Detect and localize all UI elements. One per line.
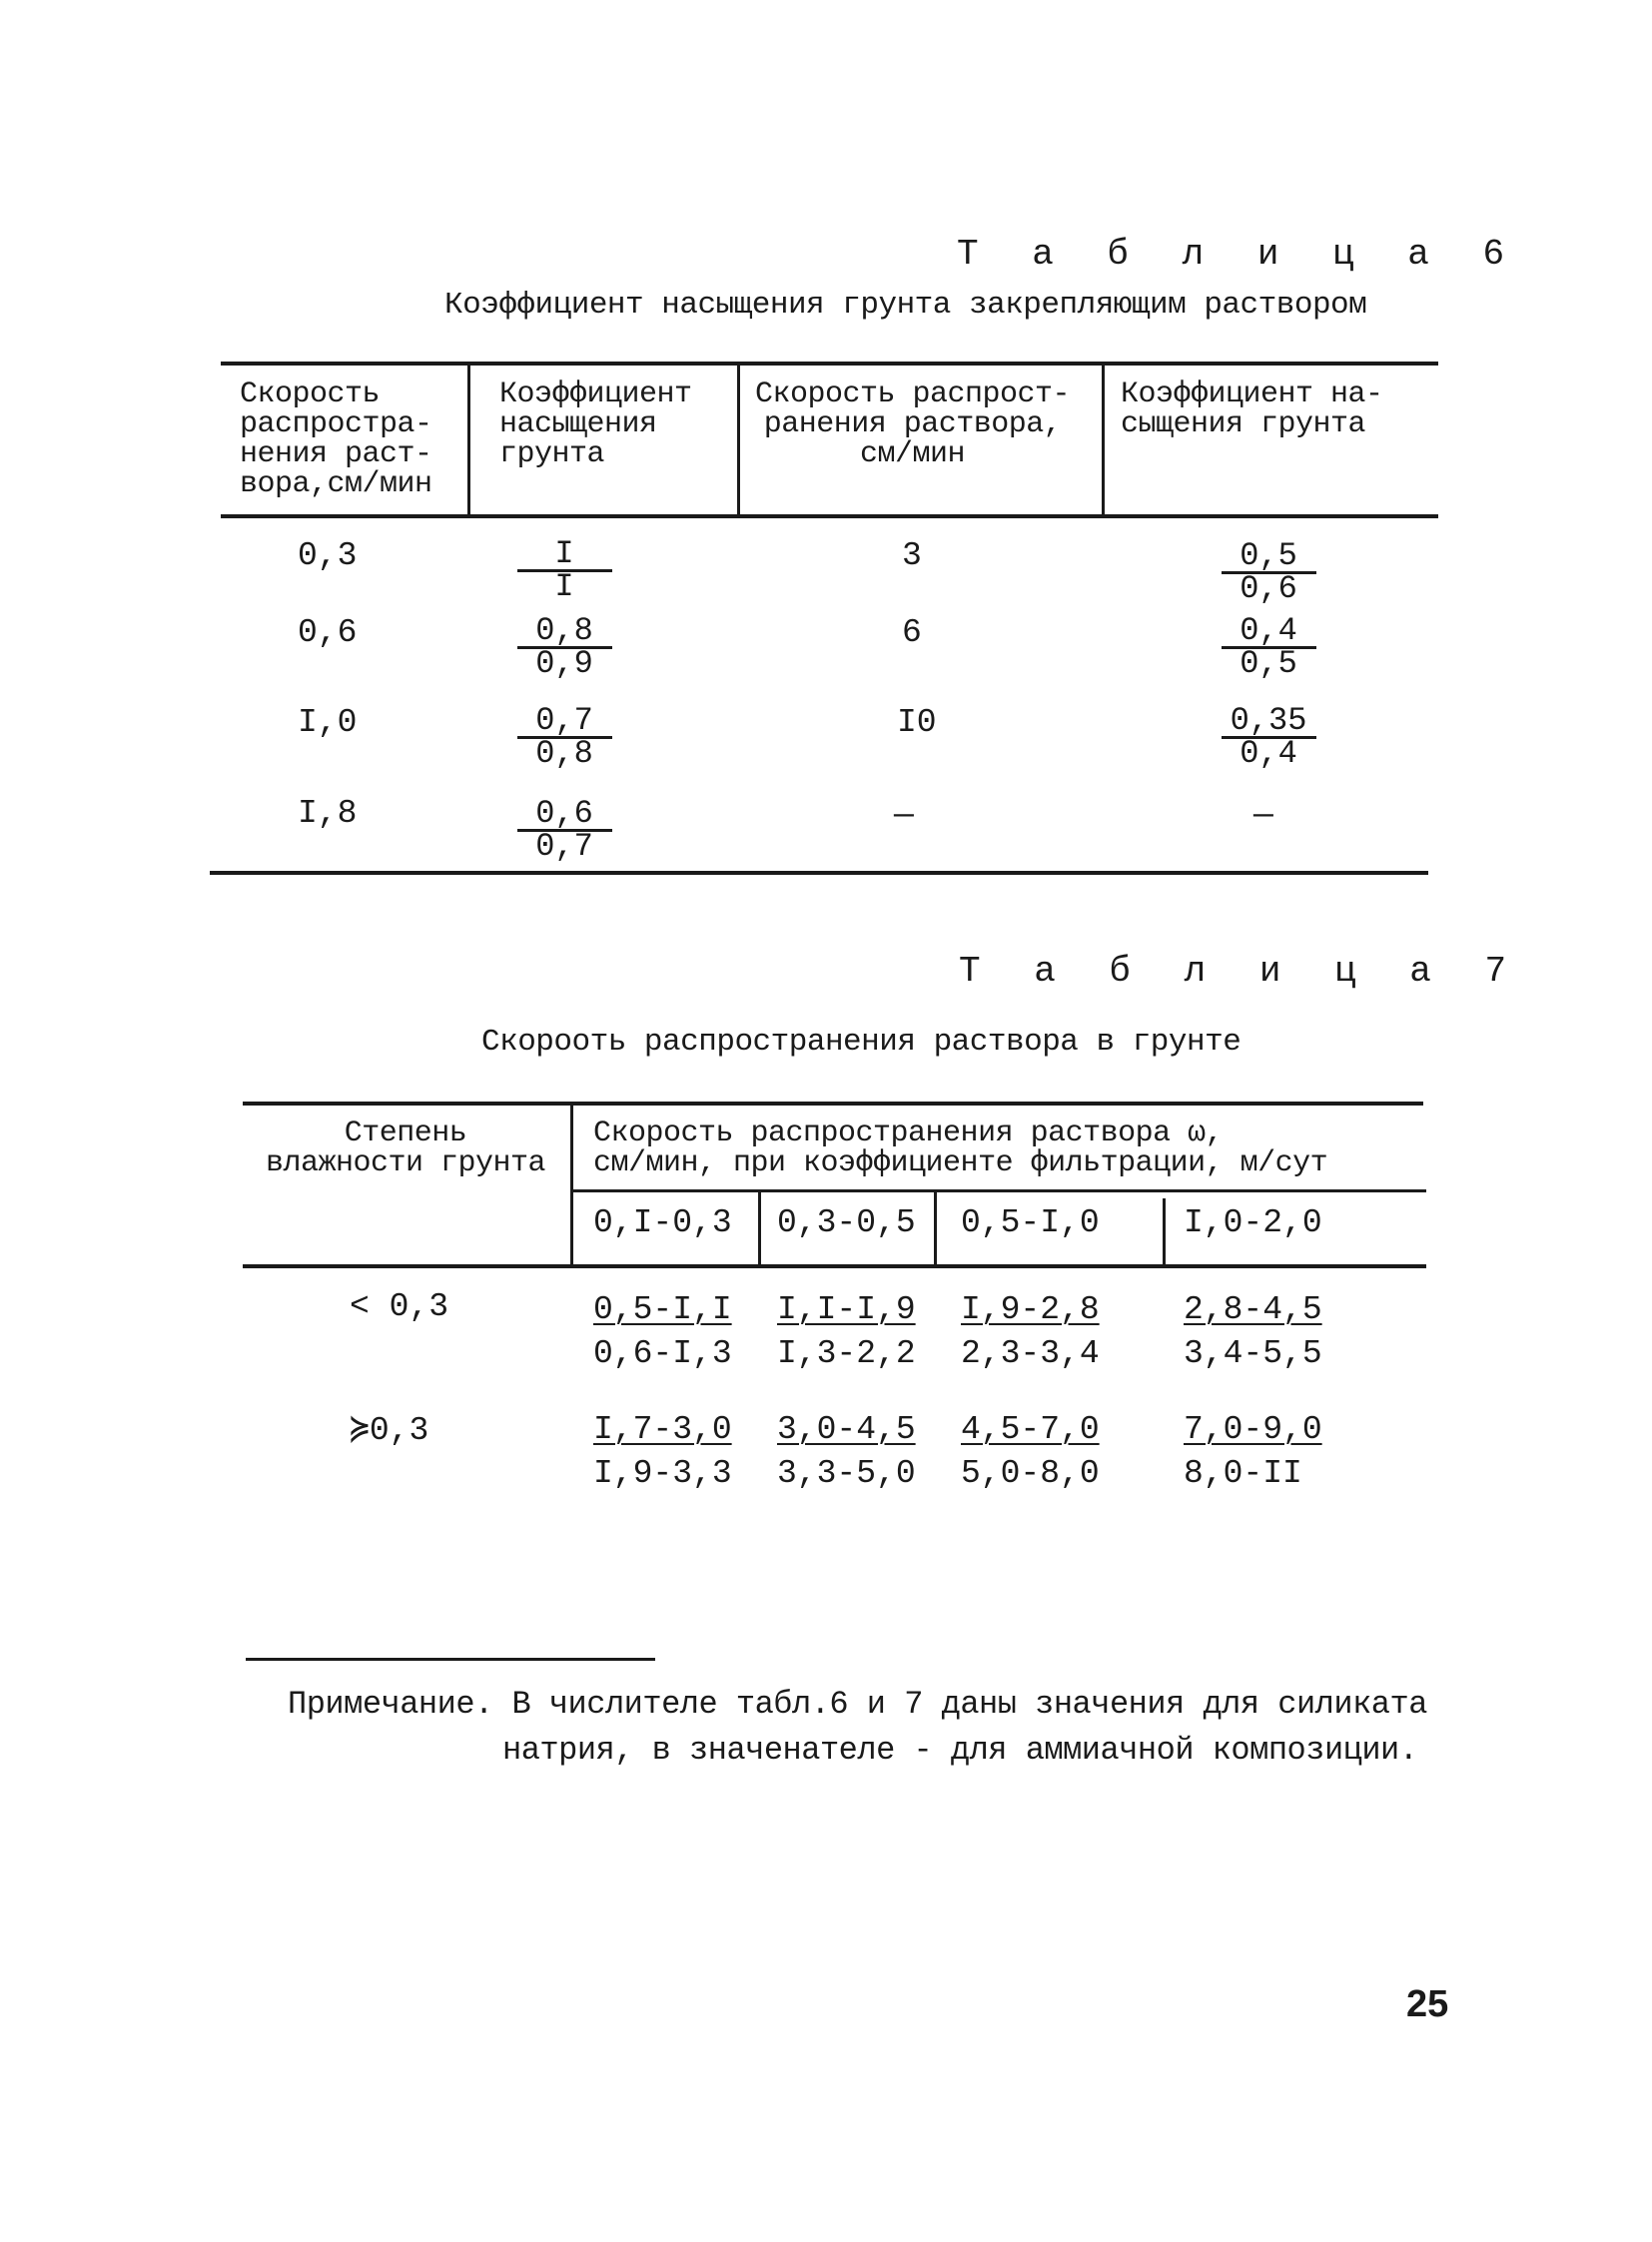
table7-value-pair [961,1288,1100,1376]
denominator: I,3-2,2 [777,1335,916,1372]
denominator: 0,6 [1222,571,1316,604]
denominator: 0,8 [517,736,612,769]
table7-caption: Т а б л и ц а 7 [959,951,1523,992]
table7-subheader: I,0-2,0 [1184,1204,1322,1241]
table6-header-coef2: Коэффициент на- сыщения грунта [1121,377,1383,441]
page-number: 25 [1406,1983,1449,2025]
numerator: I [554,535,574,572]
table6-header-coef: Коэффициент насыщения грунта [499,377,692,471]
denominator: I,9-3,3 [593,1455,732,1492]
note-line1: Примечание. В числителе табл.6 и 7 даны значения для силиката [288,1686,1427,1723]
numerator: 0,5-I,I [593,1291,732,1328]
table7-value-pair [777,1408,916,1496]
table7-humidity: < 0,3 [350,1288,449,1325]
table6-speed: I,0 [298,704,358,741]
table6-coef-fraction [509,535,619,605]
numerator: 0,6 [535,795,593,832]
table6-col-divider [467,364,470,515]
table6-col-divider [1102,364,1105,515]
footnote-rule [246,1658,655,1661]
denominator: 8,0-II [1184,1455,1302,1492]
denominator: 0,6-I,3 [593,1335,732,1372]
table6-coef-fraction [509,702,619,772]
table7-header-humidity: Степень влажности грунта [265,1117,546,1180]
table7-header-speed-line1: Скорость распространения раствора ω, [593,1117,1224,1150]
numerator: 0,7 [535,702,593,739]
table6-header-rule [221,514,1438,518]
table6-speed2: 3 [902,537,922,574]
table6-speed2: 6 [902,614,922,651]
table7-value-pair [593,1288,732,1376]
numerator: I,7-3,0 [593,1411,732,1448]
table6-coef-fraction [509,612,619,682]
table6-speed: 0,3 [298,537,358,574]
table7-humidity: ≽0,3 [350,1412,429,1449]
table6-header-speed: Скорость распростра- нения раст- вора,см/мин [240,377,432,501]
table7-subheader: 0,3-0,5 [777,1204,916,1241]
table6-top-rule [221,362,1438,366]
table7-col-divider [934,1190,937,1266]
table7-col-divider [570,1104,573,1266]
denominator: 0,7 [517,829,612,862]
numerator: 0,8 [535,612,593,649]
numerator: 0,35 [1230,702,1307,739]
table7-subheader-rule [570,1189,1426,1192]
denominator: 0,9 [517,646,612,679]
numerator: 0,5 [1239,537,1297,574]
table6-coef2-fraction [1214,702,1323,772]
denominator: 3,4-5,5 [1184,1335,1322,1372]
table7-header-speed-line2: см/мин, при коэффициенте фильтрации, м/сут [593,1146,1328,1180]
table7-col-divider [758,1190,761,1266]
table7-title: Скорооть распространения раствора в грунте [481,1025,1241,1060]
table7-value-pair [593,1408,732,1496]
table7-value-pair [777,1288,916,1376]
table7-value-pair [1184,1408,1322,1496]
denominator: I [517,569,612,602]
denominator: 5,0-8,0 [961,1455,1100,1492]
numerator: I,9-2,8 [961,1291,1100,1328]
denominator: 0,5 [1222,646,1316,679]
table6-speed: 0,6 [298,614,358,651]
table7-header-rule [243,1264,1426,1268]
table7-top-rule [243,1102,1423,1106]
note-line2: натрия, в значенателе - для аммиачной композиции. [502,1732,1418,1769]
table6-coef2: — [1253,797,1273,834]
numerator: 4,5-7,0 [961,1411,1100,1448]
numerator: 7,0-9,0 [1184,1411,1322,1448]
table7-subheader: 0,I-0,3 [593,1204,732,1241]
table6-coef2-fraction [1214,537,1323,607]
table7-value-pair [961,1408,1100,1496]
numerator: 2,8-4,5 [1184,1291,1322,1328]
table7-value-pair [1184,1288,1322,1376]
denominator: 0,4 [1222,736,1316,769]
table6-caption: Т а б л и ц а 6 [957,234,1521,275]
table6-col-divider [737,364,740,515]
denominator: 3,3-5,0 [777,1455,916,1492]
numerator: 0,4 [1239,612,1297,649]
table6-coef-fraction [509,795,619,865]
table6-coef2-fraction [1214,612,1323,682]
numerator: 3,0-4,5 [777,1411,916,1448]
table6-header-speed2: Скорость распрост- ранения раствора, см/мин [755,377,1071,471]
table6-speed: I,8 [298,795,358,832]
numerator: I,I-I,9 [777,1291,916,1328]
table7-subheader: 0,5-I,0 [961,1204,1100,1241]
table6-title: Коэффициент насыщения грунта закрепляющим раствором [444,288,1367,323]
table7-col-divider [1163,1198,1166,1264]
denominator: 2,3-3,4 [961,1335,1100,1372]
table6-bottom-rule [210,871,1428,875]
table6-speed2: — [894,797,914,834]
table6-speed2: I0 [897,704,937,741]
